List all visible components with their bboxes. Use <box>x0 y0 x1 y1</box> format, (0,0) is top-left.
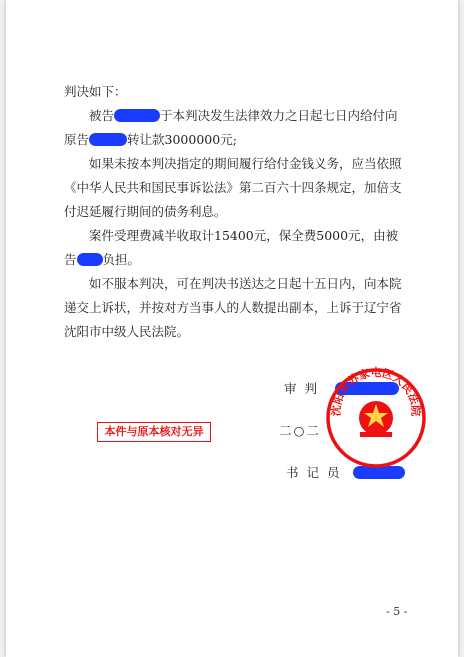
judgment-body <box>64 80 410 344</box>
judgment-paragraph-4: 如不服本判决，可在判决书送达之日起十五日内，向本院递交上诉状，并按对方当事人的人数提出副本，上诉于辽宁省沈阳市中级人民法院。 <box>64 276 402 339</box>
redaction-mark <box>89 133 127 146</box>
judgment-paragraph-3: 案件受理费减半收取计15400元，保全费5000元，由被告 负担。 <box>64 228 399 267</box>
judge-signature-row: 审 判 <box>284 379 399 397</box>
document-page <box>6 0 458 657</box>
redaction-mark <box>77 253 103 266</box>
page-number: - 5 - <box>386 605 408 618</box>
judgment-paragraph-2: 如果未按本判决指定的期间履行给付金钱义务，应当依照《中华人民共和国民事诉讼法》第二百六十四条规定，加倍支付迟延履行期间的债务利息。 <box>64 156 402 219</box>
judgment-heading: 判决如下： <box>64 84 127 99</box>
date-row: 二○二 <box>279 423 321 438</box>
clerk-signature-row: 书 记 员 <box>286 463 405 481</box>
court-seal-icon <box>324 366 428 470</box>
judgment-paragraph-1: 被告 于本判决发生法律效力之日起七日内给付向原告 转让款3000000元; <box>64 108 398 147</box>
svg-text:沈阳市苏家屯区人民法院: 沈阳市苏家屯区人民法院 <box>329 366 423 417</box>
certified-copy-stamp: 本件与原本核对无异 <box>97 422 211 442</box>
redaction-mark <box>114 109 160 122</box>
